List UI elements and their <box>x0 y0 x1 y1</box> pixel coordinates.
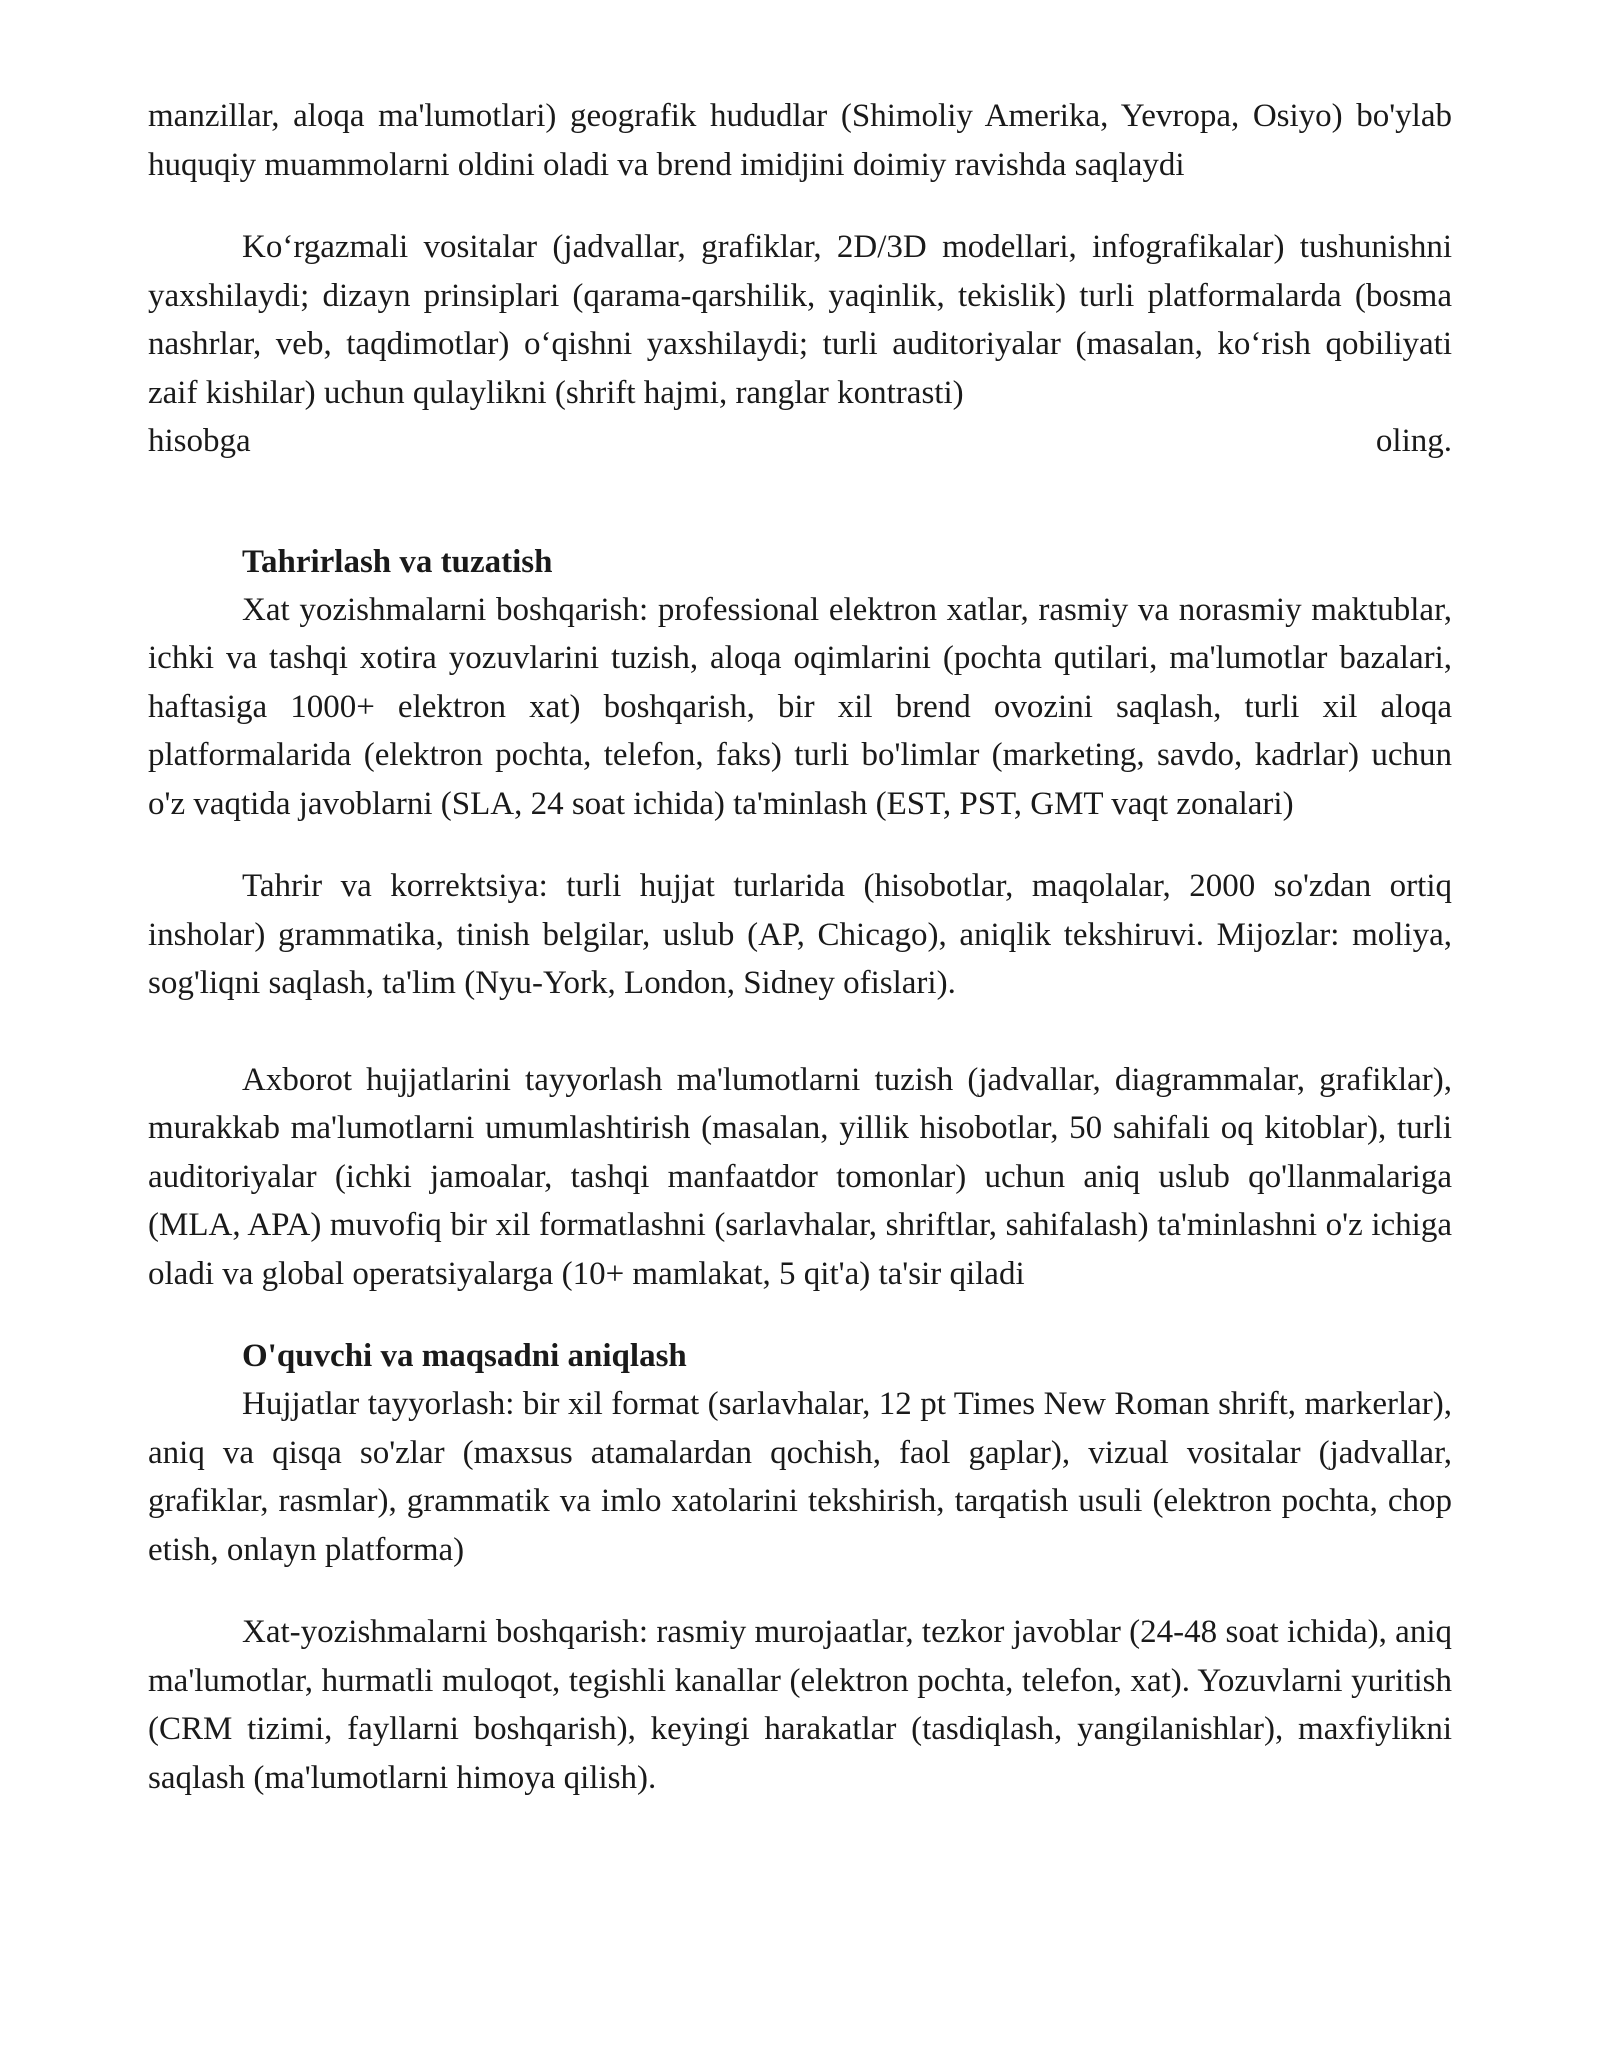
section-heading-editing: Tahrirlash va tuzatish <box>242 543 553 580</box>
paragraph-information-documents: Axborot hujjatlarini tayyorlash ma'lumotlarni tuzish (jadvallar, diagrammalar, grafiklar), murakkab ma'lumotlarni umumlashtirish (masalan, yillik hisobotlar, 50 sahifali oq kitoblar), turli auditoriyalar (ichki jamoalar, tashqi manfaatdor tomonlar) uchun aniq uslub qo'llanmalariga (MLA, APA) muvofiq bir xil formatlashni (sarlavhalar, shriftlar, sahifalash) ta'minlashni o'z ichiga oladi va global operatsiyalarga (10+ mamlakat, 5 qit'a) ta'sir qiladi <box>148 1061 1452 1292</box>
paragraph-document-preparation: Hujjatlar tayyorlash: bir xil format (sarlavhalar, 12 pt Times New Roman shrift, markerlar), aniq va qisqa so'zlar (maxsus atamalardan qochish, faol gaplar), vizual vositalar (jadvallar, grafiklar, rasmlar), grammatik va imlo xatolarini tekshirish, tarqatish usuli (elektron pochta, chop etish, onlayn platforma) <box>148 1386 1452 1568</box>
paragraph-visual-aids: Koʻrgazmali vositalar (jadvallar, grafiklar, 2D/3D modellari, infografikalar) tushunishni yaxshilaydi; dizayn prinsiplari (qarama-qarshilik, yaqinlik, tekislik) turli platformalarda (bosma nashrlar, veb, taqdimotlar) oʻqishni yaxshilaydi; turli auditoriyalar (masalan, koʻrish qobiliyati zaif kishilar) uchun qulaylikni (shrift hajmi, ranglar kontrasti) <box>148 229 1452 411</box>
last-line-left-word: hisobga <box>148 423 251 459</box>
paragraph-correspondence-handling: Xat-yozishmalarni boshqarish: rasmiy murojaatlar, tezkor javoblar (24-48 soat ichida), aniq ma'lumotlar, hurmatli muloqot, tegishli kanallar (elektron pochta, telefon, xat). Yozuvlarni yuritish (CRM tizimi, fayllarni boshqarish), keyingi harakatlar (tasdiqlash, yangilanishlar), maxfiylikni saqlash (ma'lumotlarni himoya qilish). <box>148 1614 1452 1796</box>
paragraph-correspondence-management: Xat yozishmalarni boshqarish: professional elektron xatlar, rasmiy va norasmiy maktublar, ichki va tashqi xotira yozuvlarini tuzish, aloqa oqimlarini (pochta qutilari, ma'lumotlar bazalari, haftasiga 1000+ elektron xat) boshqarish, bir xil brend ovozini saqlash, turli xil aloqa platformalarida (elektron pochta, telefon, faks) turli bo'limlar (marketing, savdo, kadrlar) uchun o'z vaqtida javoblarni (SLA, 24 soat ichida) ta'minlash (EST, PST, GMT vaqt zonalari) <box>148 591 1452 822</box>
paragraph-legal-brand: manzillar, aloqa ma'lumotlari) geografik hududlar (Shimoliy Amerika, Yevropa, Osiyo) bo'ylab huquqiy muammolarni oldini oladi va brend imidjini doimiy ravishda saqlaydi <box>148 98 1452 183</box>
paragraph-visual-aids-last-line <box>148 417 1452 466</box>
section-heading-reader-purpose: O'quvchi va maqsadni aniqlash <box>242 1338 687 1374</box>
paragraph-editing-proofreading: Tahrir va korrektsiya: turli hujjat turlarida (hisobotlar, maqolalar, 2000 so'zdan ortiq insholar) grammatika, tinish belgilar, uslub (AP, Chicago), aniqlik tekshiruvi. Mijozlar: moliya, sog'liqni saqlash, ta'lim (Nyu-York, London, Sidney ofislari). <box>148 868 1452 1001</box>
last-line-right-word: oling. <box>1375 423 1452 459</box>
document-page <box>148 92 1452 1802</box>
